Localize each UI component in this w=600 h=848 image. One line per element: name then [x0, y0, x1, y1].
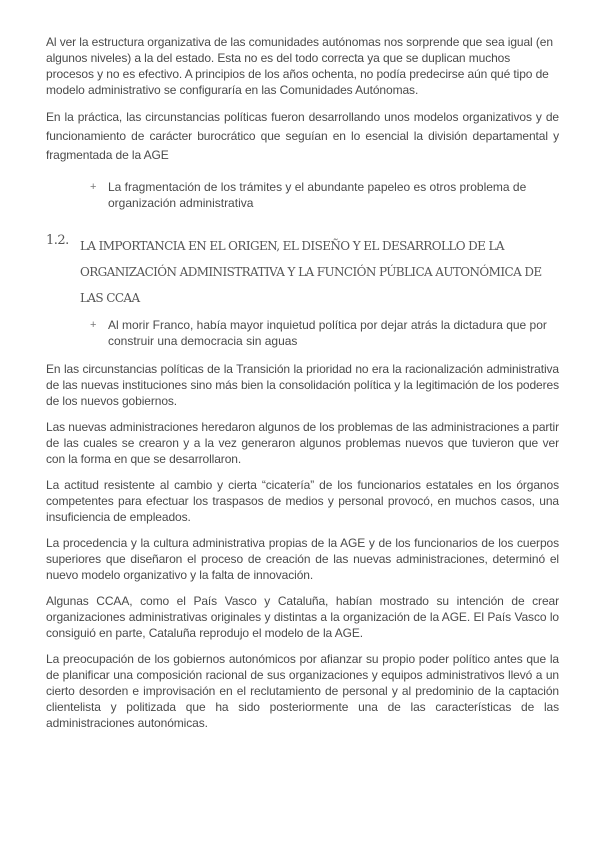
bullet-item-fragmentation	[46, 179, 559, 211]
bullet-marker: +	[90, 319, 97, 331]
section-title: LA IMPORTANCIA EN EL ORIGEN, EL DISEÑO Y EL DESARROLLO DE LA ORGANIZACIÓN ADMINISTRATIVA Y LA FUNCIÓN PÚBLICA AUTONÓMICA DE LAS CCAA	[80, 239, 542, 305]
bullet-text: Al morir Franco, había mayor inquietud política por dejar atrás la dictadura que por construir una democracia sin aguas	[108, 318, 547, 348]
bullet-item-franco	[46, 317, 559, 349]
section-heading	[46, 233, 559, 311]
paragraph-new-administrations: Las nuevas administraciones heredaron algunos de los problemas de las administraciones a partir de las cuales se crearon y a la vez generaron algunos problemas nuevos que tuvieron que ver con la forma en que se desarrollaron.	[46, 420, 559, 466]
document-page	[46, 34, 559, 741]
paragraph-basque-catalonia: Algunas CCAA, como el País Vasco y Cataluña, habían mostrado su intención de crear organizaciones administrativas originales y distintas a la organización de la AGE. El País Vasco lo consiguió en parte, Cataluña reprodujo el modelo de la AGE.	[46, 594, 559, 640]
paragraph-resistance: La actitud resistente al cambio y cierta “cicatería” de los funcionarios estatales en los órganos competentes para efectuar los traspasos de medios y personal provocó, en muchos casos, una insuficiencia de empleados.	[46, 478, 559, 524]
paragraph-transition: En las circunstancias políticas de la Transición la prioridad no era la racionalización administrativa de las nuevas instituciones sino más bien la consolidación política y la legitimación de los poderes de los nuevos gobiernos.	[46, 362, 559, 408]
paragraph-origin-culture: La procedencia y la cultura administrativa propias de la AGE y de los funcionarios de los cuerpos superiores que diseñaron el proceso de creación de las nuevas administraciones, determinó el nuevo modelo organizativo y la falta de innovación.	[46, 536, 559, 582]
section-number: 1.2.	[46, 233, 69, 248]
paragraph-autonomic-governments: La preocupación de los gobiernos autonómicos por afianzar su propio poder político antes que la de planificar una composición racional de sus organizaciones y equipos administrativos llevó a un cierto desorden e improvisación en el reclutamiento de personal y al predominio de la captación clientelista y politizada que ha sido posteriormente una de las características de las administraciones autonómicas.	[46, 652, 559, 730]
bullet-text: La fragmentación de los trámites y el abundante papeleo es otros problema de organización administrativa	[108, 180, 527, 210]
bullet-marker: +	[90, 181, 97, 193]
paragraph-intro: Al ver la estructura organizativa de las comunidades autónomas nos sorprende que sea igual (en algunos niveles) a la del estado. Esta no es del todo correcta ya que se duplican muchos procesos y no es efectivo. A principios de los años ochenta, no podía predecirse aún qué tipo de modelo administrativo se configuraría en las Comunidades Autónomas.	[46, 35, 553, 97]
paragraph-practice: En la práctica, las circunstancias políticas fueron desarrollando unos modelos organizativos y de funcionamiento de carácter burocrático que seguían en lo esencial la división departamental y fragmentada de la AGE	[46, 110, 559, 162]
